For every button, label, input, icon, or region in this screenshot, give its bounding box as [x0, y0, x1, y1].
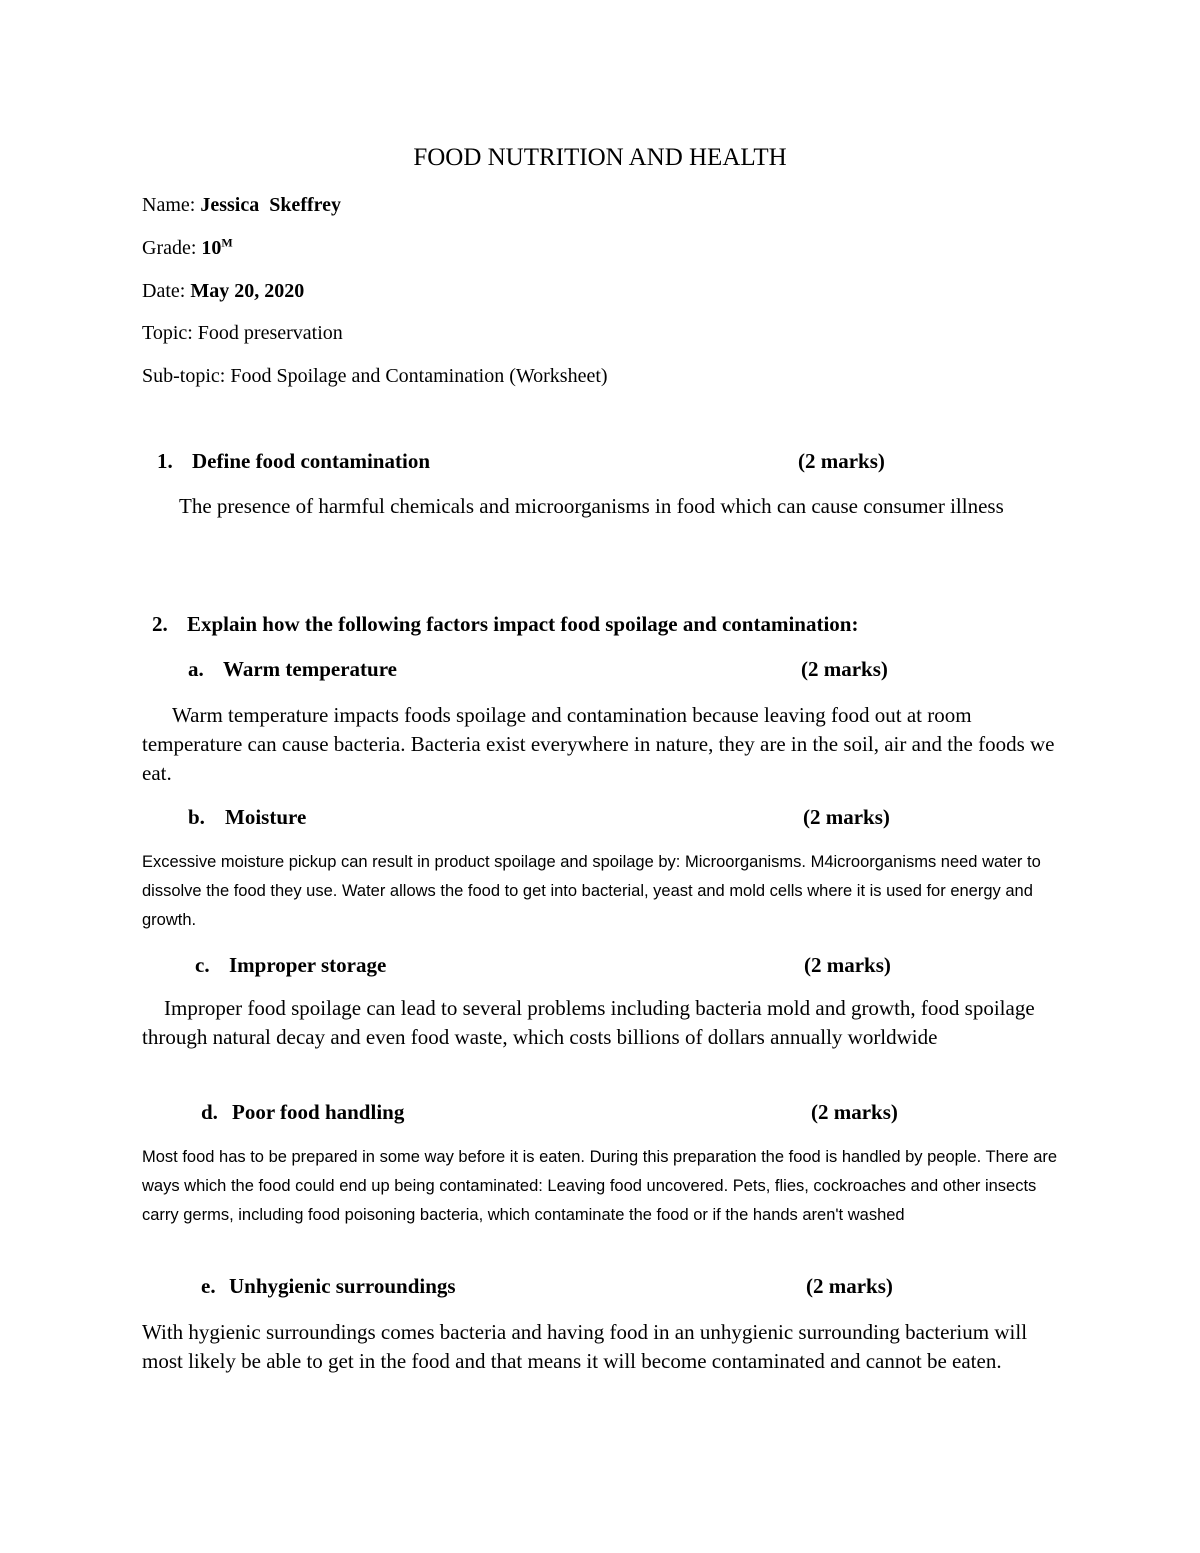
question-number: 1. — [157, 449, 173, 473]
part-marks: (2 marks) — [804, 953, 891, 977]
grade-value: 10 — [201, 237, 222, 259]
part-marks: (2 marks) — [801, 657, 888, 681]
part-marks: (2 marks) — [803, 805, 890, 829]
name-line — [142, 193, 341, 217]
part-text: Moisture — [225, 805, 307, 829]
question-number: 2. — [152, 612, 168, 636]
question-text: Define food contamination — [192, 449, 430, 473]
question-marks: (2 marks) — [798, 449, 885, 473]
date-value: May 20, 2020 — [190, 280, 305, 302]
document-title: FOOD NUTRITION AND HEALTH — [413, 144, 787, 171]
part-marks: (2 marks) — [806, 1274, 893, 1298]
part-letter: d. — [201, 1100, 218, 1124]
name-label: Name: — [142, 194, 196, 216]
answer-text: Warm temperature impacts foods spoilage and contamination because leaving food out at room temperature can cause bacteria. Bacteria exist everywhere in nature, they are in the soil, air and the foods we eat. — [142, 703, 1055, 785]
part-letter: e. — [201, 1274, 216, 1298]
topic-line: Topic: Food preservation — [142, 322, 343, 344]
subtopic-line: Sub-topic: Food Spoilage and Contamination (Worksheet) — [142, 365, 608, 387]
part-text: Poor food handling — [232, 1100, 405, 1124]
part-text: Warm temperature — [223, 657, 397, 681]
grade-superscript: M — [221, 235, 233, 250]
student-name: Jessica Skeffrey — [200, 194, 342, 216]
answer-text: With hygienic surroundings comes bacteria and having food in an unhygienic surrounding bacterium will most likely be able to get in the food and that means it will become contaminated and cannot be eaten. — [142, 1320, 1028, 1373]
part-letter: b. — [188, 805, 205, 829]
date-line — [142, 279, 304, 303]
grade-label: Grade: — [142, 237, 197, 259]
date-label: Date: — [142, 280, 186, 302]
grade-line — [142, 236, 233, 260]
part-marks: (2 marks) — [811, 1100, 898, 1124]
part-text: Improper storage — [229, 953, 387, 977]
question-text: Explain how the following factors impact food spoilage and contamination: — [187, 612, 859, 636]
answer-text: Improper food spoilage can lead to several problems including bacteria mold and growth, food spoilage through natural decay and even food waste, which costs billions of dollars annually worldwide — [142, 996, 1035, 1049]
answer-text: Most food has to be prepared in some way before it is eaten. During this preparation the food is handled by people. There are ways which the food could end up being contaminated: Leaving food uncovered. Pets, flies, cockroaches and other insects carry germs, including food poisoning bacteria, which contaminate the food or if the hands aren't washed — [142, 1148, 1058, 1224]
answer-text: The presence of harmful chemicals and microorganisms in food which can cause consumer illness — [179, 494, 1004, 518]
part-letter: c. — [195, 953, 210, 977]
answer-text: Excessive moisture pickup can result in product spoilage and spoilage by: Microorganisms. M4icroorganisms need water to dissolve the food they use. Water allows the food to get into bacterial, yeast and mold cells where it is used for energy and growth. — [142, 853, 1041, 929]
part-text: Unhygienic surroundings — [229, 1274, 456, 1298]
part-letter: a. — [188, 657, 204, 681]
